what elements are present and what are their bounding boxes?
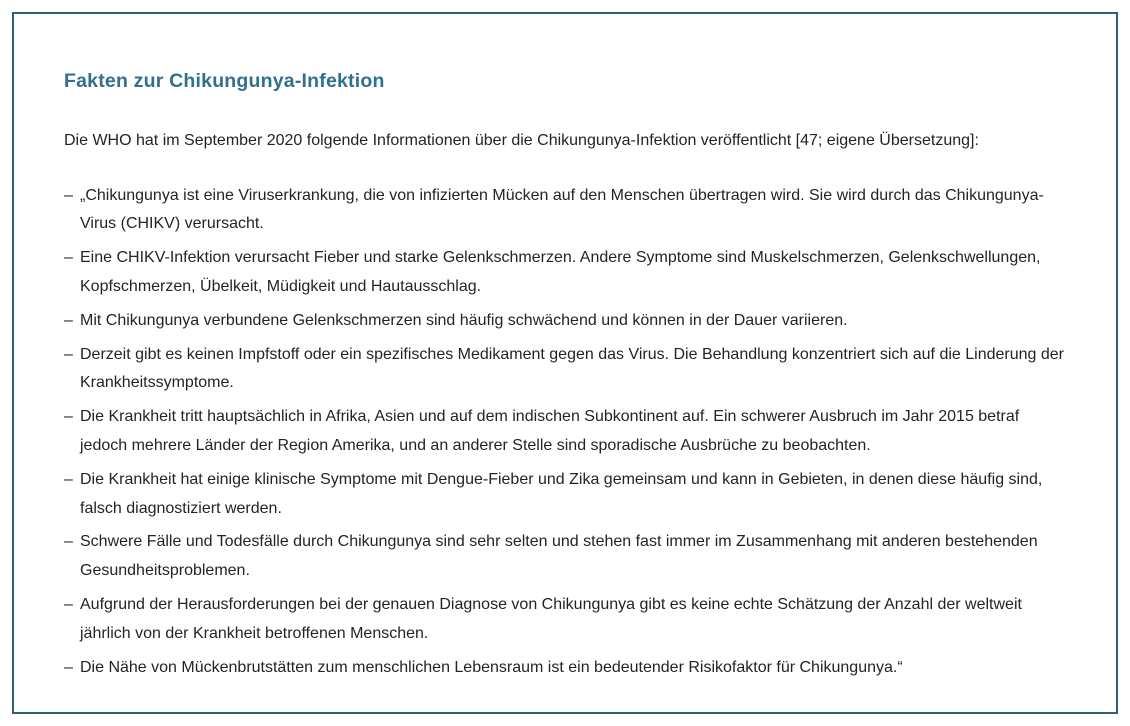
fact-item: [64, 528, 1066, 586]
dash-marker: –: [64, 408, 73, 426]
intro-paragraph: Die WHO hat im September 2020 folgende Informationen über die Chikungunya-Infektion veröffentlicht [47; eigene Übersetzung]:: [64, 132, 979, 149]
dash-marker: –: [64, 533, 73, 551]
fact-text: Die Krankheit hat einige klinische Symptome mit Dengue-Fieber und Zika gemeinsam und kann in Gebieten, in denen diese häufig sind, falsch diagnostiziert werden.: [80, 470, 1043, 517]
fact-text: Die Nähe von Mückenbrutstätten zum menschlichen Lebensraum ist ein bedeutender Risikofaktor für Chikungunya.“: [80, 658, 903, 676]
fact-item: [64, 341, 1066, 399]
facts-list: [64, 182, 1066, 683]
fact-box: [12, 12, 1118, 714]
dash-marker: –: [64, 186, 73, 204]
fact-item: [64, 307, 1066, 336]
fact-text: Schwere Fälle und Todesfälle durch Chikungunya sind sehr selten und stehen fast immer im Zusammenhang mit anderen bestehenden Gesundheitsproblemen.: [80, 533, 1038, 580]
fact-text: Aufgrund der Herausforderungen bei der genauen Diagnose von Chikungunya gibt es keine echte Schätzung der Anzahl der weltweit jährlich von der Krankheit betroffenen Menschen.: [80, 595, 1022, 642]
fact-text: Die Krankheit tritt hauptsächlich in Afrika, Asien und auf dem indischen Subkontinent auf. Ein schwerer Ausbruch im Jahr 2015 betraf jedoch mehrere Länder der Region Amerika, und an anderer Stelle sind sporadische Ausbrüche zu beobachten.: [80, 408, 1020, 454]
page-title: Fakten zur Chikungunya-Infektion: [64, 70, 385, 92]
fact-text: Derzeit gibt es keinen Impfstoff oder ein spezifisches Medikament gegen das Virus. Die Behandlung konzentriert sich auf die Linderung der Krankheitssymptome.: [80, 345, 1064, 392]
fact-item: [64, 182, 1066, 240]
fact-item: [64, 591, 1066, 649]
fact-text: Mit Chikungunya verbundene Gelenkschmerzen sind häufig schwächend und können in der Dauer variieren.: [80, 311, 848, 329]
fact-item: [64, 403, 1066, 461]
fact-item: [64, 244, 1066, 302]
fact-text: Eine CHIKV-Infektion verursacht Fieber und starke Gelenkschmerzen. Andere Symptome sind Muskelschmerzen, Gelenkschwellungen, Kopfschmerzen, Übelkeit, Müdigkeit und Hautausschlag.: [80, 249, 1041, 295]
dash-marker: –: [64, 595, 73, 613]
dash-marker: –: [64, 470, 73, 488]
dash-marker: –: [64, 311, 73, 329]
fact-item: [64, 654, 1066, 683]
dash-marker: –: [64, 658, 73, 676]
dash-marker: –: [64, 249, 73, 267]
fact-text: „Chikungunya ist eine Viruserkrankung, die von infizierten Mücken auf den Menschen übertragen wird. Sie wird durch das Chikungunya-Virus (CHIKV) verursacht.: [80, 186, 1044, 233]
fact-item: [64, 466, 1066, 524]
dash-marker: –: [64, 345, 73, 363]
